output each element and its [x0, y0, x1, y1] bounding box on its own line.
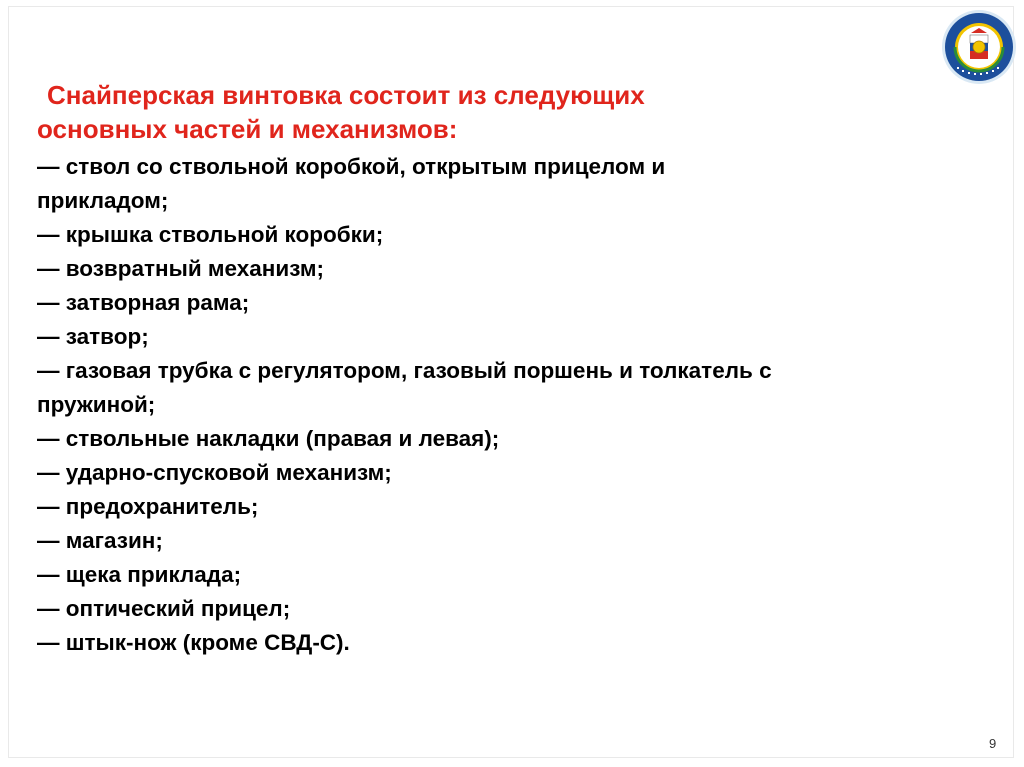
list-item: прикладом; [37, 188, 169, 213]
list-item: — ударно-спусковой механизм; [37, 460, 392, 485]
list-item: — возвратный механизм; [37, 256, 324, 281]
slide-title [37, 78, 997, 146]
list-item: — ствольные накладки (правая и левая); [37, 426, 500, 451]
list-item: — предохранитель; [37, 494, 259, 519]
list-item: — магазин; [37, 528, 163, 553]
list-item: — оптический прицел; [37, 596, 291, 621]
list-item: — газовая трубка с регулятором, газовый поршень и толкатель с [37, 358, 772, 383]
slide-content [37, 78, 997, 660]
academy-emblem-icon [941, 9, 1017, 85]
slide-title-line-2: основных частей и механизмов: [37, 114, 458, 144]
slide-title-line-1: Снайперская винтовка состоит из следующих [47, 80, 645, 110]
list-item: пружиной; [37, 392, 156, 417]
list-item: — крышка ствольной коробки; [37, 222, 384, 247]
page-number: 9 [989, 736, 997, 751]
parts-list [37, 150, 997, 660]
list-item: — щека приклада; [37, 562, 242, 587]
list-item: — затвор; [37, 324, 149, 349]
list-item: — штык-нож (кроме СВД-С). [37, 630, 350, 655]
list-item: — ствол со ствольной коробкой, открытым прицелом и [37, 154, 666, 179]
list-item: — затворная рама; [37, 290, 250, 315]
